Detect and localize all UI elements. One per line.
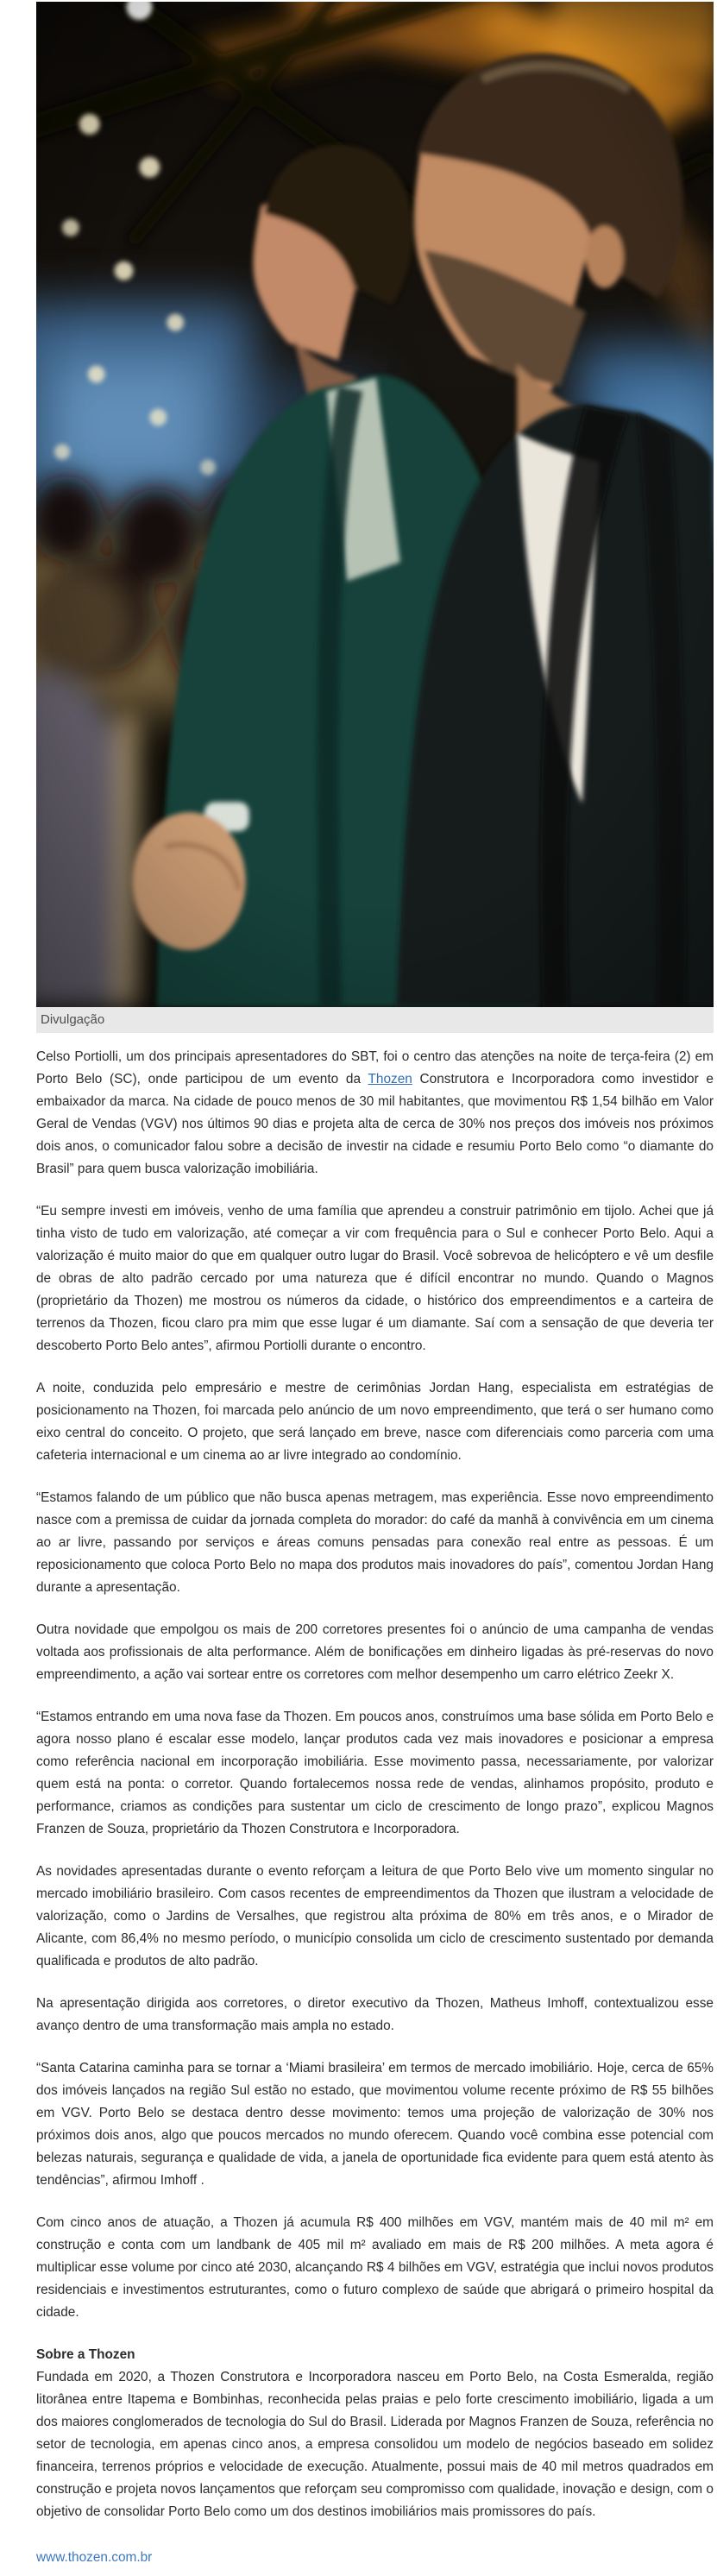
intro-text-after: Construtora e Incorporadora como investidor e embaixador da marca. Na cidade de pouco menos de 30 mil habitantes, que movimentou R$ 1,54 bilhão em Valor Geral de Vendas (VGV) nos últimos 90 dias e projeta alta de cerca de 30% nos preços dos imóveis nos próximos dois anos, o comunicador falou sobre a decisão de investir na cidade e resumiu Porto Belo como “o diamante do Brasil” para quem busca valorização imobiliária. bbox=[36, 1072, 714, 1176]
website-link[interactable]: www.thozen.com.br bbox=[36, 2550, 153, 2565]
about-section-heading: Sobre a Thozen bbox=[36, 2347, 135, 2362]
article-paragraph-intro bbox=[36, 1046, 714, 1181]
photo-caption: Divulgação bbox=[36, 1007, 714, 1033]
intro-text-before: Celso Portiolli, um dos principais apresentadores do SBT, foi o centro das atenções na noite de terça-feira (2) em Porto Belo (SC), onde participou de um evento da bbox=[36, 1049, 714, 1086]
article-paragraph: “Estamos entrando em uma nova fase da Thozen. Em poucos anos, construímos uma base sólida em Porto Belo e agora nosso plano é escalar esse modelo, lançar produtos cada vez mais inovadores e posicionar a empresa como referência nacional em incorporação imobiliária. Esse movimento passa, necessariamente, por valorizar quem está na ponta: o corretor. Quando fortalecemos nossa rede de vendas, alinhamos propósito, produto e performance, criamos as condições para sustentar um ciclo de crescimento de longo prazo”, explicou Magnos Franzen de Souza, proprietário da Thozen Construtora e Incorporadora. bbox=[36, 1710, 714, 1836]
photo-vignette bbox=[36, 2, 714, 1007]
event-photo-illustration bbox=[36, 2, 714, 1007]
article-paragraph: A noite, conduzida pelo empresário e mestre de cerimônias Jordan Hang, especialista em estratégias de posicionamento na Thozen, foi marcada pelo anúncio de um novo empreendimento, que terá o ser humano como eixo central do conceito. O projeto, que será lançado em breve, nasce com diferenciais como parceria com uma cafeteria internacional e um cinema ao ar livre integrado ao condomínio. bbox=[36, 1381, 714, 1463]
article-paragraph: “Santa Catarina caminha para se tornar a ‘Miami brasileira’ em termos de mercado imobiliário. Hoje, cerca de 65% dos imóveis lançados na região Sul estão no estado, que movimentou volume recente próximo de R$ 55 bilhões em VGV. Porto Belo se destaca dentro desse movimento: temos uma projeção de valorização de 30% nos próximos dois anos, algo que poucos mercados no mundo oferecem. Quando você combina esse potencial com belezas naturais, segurança e qualidade de vida, a janela de oportunidade fica evidente para quem está atento às tendências”, afirmou Imhoff . bbox=[36, 2061, 714, 2188]
article-paragraph: As novidades apresentadas durante o evento reforçam a leitura de que Porto Belo vive um momento singular no mercado imobiliário brasileiro. Com casos recentes de empreendimentos da Thozen que ilustram a velocidade de valorização, como o Jardins de Versalhes, que registrou alta próxima de 80% em três anos, e o Mirador de Alicante, com 86,4% no mesmo período, o município consolida um ciclo de crescimento sustentado por demanda qualificada e produtos de alto padrão. bbox=[36, 1864, 714, 1968]
article-paragraph: “Eu sempre investi em imóveis, venho de uma família que aprendeu a construir patrimônio em tijolo. Achei que já tinha visto de tudo em valorização, até começar a vir com frequência para o Sul e conhecer Porto Belo. Aqui a valorização é muito maior do que em qualquer outro lugar do Brasil. Você sobrevoa de helicóptero e vê um desfile de obras de alto padrão cercado por uma natureza que é difícil encontrar no mundo. Quando o Magnos (proprietário da Thozen) me mostrou os números da cidade, o histórico dos empreendimentos e a carteira de terrenos da Thozen, ficou claro pra mim que esse lugar é um diamante. Saí com a sensação de que deveria ter descoberto Porto Belo antes”, afirmou Portiolli durante o encontro. bbox=[36, 1204, 714, 1353]
thozen-link[interactable]: Thozen bbox=[368, 1072, 412, 1086]
article-paragraph: “Estamos falando de um público que não busca apenas metragem, mas experiência. Esse novo empreendimento nasce com a premissa de cuidar da jornada completa do morador: do café da manhã à convivência em um cinema ao ar livre, passando por serviços e áreas comuns pensadas para conexão real entre as pessoas. É um reposicionamento que coloca Porto Belo no mapa dos produtos mais inovadores do país”, comentou Jordan Hang durante a apresentação. bbox=[36, 1490, 714, 1595]
about-section-text: Fundada em 2020, a Thozen Construtora e Incorporadora nasceu em Porto Belo, na Costa Esmeralda, região litorânea entre Itapema e Bombinhas, reconhecida pelas praias e pelo forte crescimento imobiliário, ligada a um dos maiores conglomerados de tecnologia do Sul do Brasil. Liderada por Magnos Franzen de Souza, referência no setor de tecnologia, em apenas cinco anos, a empresa consolidou um modelo de negócios baseado em solidez financeira, terrenos próprios e velocidade de execução. Atualmente, possui mais de 40 mil metros quadrados em construção e projeta novos lançamentos que reforçam seu compromisso com qualidade, inovação e design, com o objetivo de consolidar Porto Belo como um dos destinos imobiliários mais promissores do país. bbox=[36, 2370, 714, 2519]
article-photo bbox=[36, 2, 714, 1033]
article-body bbox=[36, 1046, 714, 2569]
article-paragraph: Com cinco anos de atuação, a Thozen já acumula R$ 400 milhões em VGV, mantém mais de 40 mil m² em construção e conta com um landbank de 405 mil m² avaliado em mais de R$ 200 milhões. A meta agora é multiplicar esse volume por cinco até 2030, alcançando R$ 4 bilhões em VGV, estratégia que inclui novos produtos residenciais e investimentos estruturantes, como o futuro complexo de saúde que abrigará o primeiro hospital da cidade. bbox=[36, 2215, 714, 2320]
article-paragraph: Outra novidade que empolgou os mais de 200 corretores presentes foi o anúncio de uma campanha de vendas voltada aos profissionais de alta performance. Além de bonificações em dinheiro ligadas às pré-reservas do novo empreendimento, a ação vai sortear entre os corretores com melhor desempenho um carro elétrico Zeekr X. bbox=[36, 1622, 714, 1682]
article-paragraph: Na apresentação dirigida aos corretores, o diretor executivo da Thozen, Matheus Imhoff, contextualizou esse avanço dentro de uma transformação mais ampla no estado. bbox=[36, 1996, 714, 2033]
